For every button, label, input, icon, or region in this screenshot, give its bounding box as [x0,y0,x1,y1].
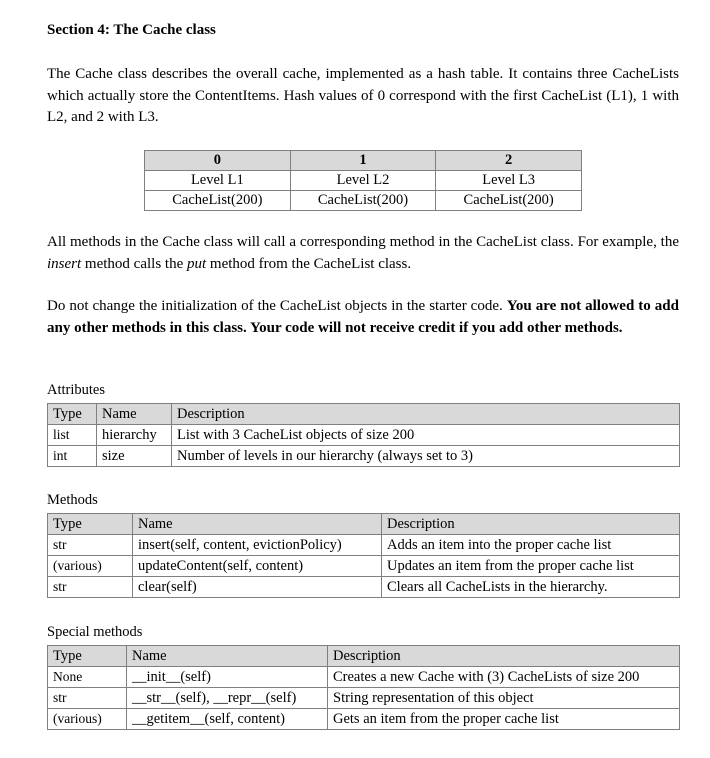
init-paragraph-warning: You are not allowed to add any other methods in this class. Your code will not receive credit if you add other methods. [47,298,679,336]
method-description: Clears all CacheLists in the hierarchy. [382,577,680,598]
special-methods-table [47,645,680,730]
level-name-1: Level L2 [290,171,436,191]
special-name: __init__(self) [127,667,328,688]
table-row [48,535,680,556]
method-type: str [48,535,133,556]
special-name: __getitem__(self, content) [127,709,328,730]
method-description: Adds an item into the proper cache list [382,535,680,556]
level-index-1: 1 [290,151,436,171]
section-title: Section 4: The Cache class [47,22,216,38]
methods-table [47,513,680,598]
methods-header-name: Name [133,514,382,535]
attributes-header-description: Description [172,404,680,425]
levels-type-row [145,191,582,211]
level-index-0: 0 [145,151,291,171]
level-type-1: CacheList(200) [290,191,436,211]
special-name: __str__(self), __repr__(self) [127,688,328,709]
special-methods-header-row [48,646,680,667]
special-header-name: Name [127,646,328,667]
attr-description: Number of levels in our hierarchy (always set to 3) [172,446,680,467]
special-description: String representation of this object [328,688,680,709]
table-row [48,577,680,598]
method-type: str [48,577,133,598]
methods-paragraph-part2: method calls the [81,255,187,272]
init-paragraph [47,296,679,339]
table-row [48,709,680,730]
attributes-header-row [48,404,680,425]
level-index-2: 2 [436,151,582,171]
table-row [48,667,680,688]
attributes-table [47,403,680,467]
level-name-0: Level L1 [145,171,291,191]
attributes-header-name: Name [97,404,172,425]
attr-type: int [48,446,97,467]
methods-header-row [48,514,680,535]
special-description: Gets an item from the proper cache list [328,709,680,730]
level-type-2: CacheList(200) [436,191,582,211]
levels-header-row [145,151,582,171]
special-type: None [48,667,127,688]
special-description: Creates a new Cache with (3) CacheLists of size 200 [328,667,680,688]
put-method-name: put [186,255,207,272]
attr-name: size [97,446,172,467]
levels-name-row [145,171,582,191]
methods-header-description: Description [382,514,680,535]
levels-table [144,150,582,211]
special-header-type: Type [48,646,127,667]
special-type: (various) [48,709,127,730]
table-row [48,446,680,467]
method-name: clear(self) [133,577,382,598]
init-paragraph-normal: Do not change the initialization of the CacheList objects in the starter code. [47,298,507,314]
attr-type: list [48,425,97,446]
table-row [48,425,680,446]
table-row [48,556,680,577]
method-name: insert(self, content, evictionPolicy) [133,535,382,556]
insert-method-name: insert [47,255,82,272]
special-type: str [48,688,127,709]
methods-paragraph [47,232,679,275]
level-name-2: Level L3 [436,171,582,191]
methods-paragraph-part3: method from the CacheList class. [206,255,412,272]
special-header-description: Description [328,646,680,667]
intro-paragraph: The Cache class describes the overall cache, implemented as a hash table. It contains three CacheLists which actually store the ContentItems. Hash values of 0 correspond with the first CacheList (L1), 1 with L2, and 2 with L3. [47,66,679,125]
attributes-label: Attributes [47,382,105,398]
attr-description: List with 3 CacheList objects of size 200 [172,425,680,446]
table-row [48,688,680,709]
methods-header-type: Type [48,514,133,535]
method-name: updateContent(self, content) [133,556,382,577]
methods-paragraph-part1: All methods in the Cache class will call a corresponding method in the CacheList class. For example, the [47,234,679,250]
method-type: (various) [48,556,133,577]
attributes-header-type: Type [48,404,97,425]
method-description: Updates an item from the proper cache list [382,556,680,577]
level-type-0: CacheList(200) [145,191,291,211]
special-methods-label: Special methods [47,624,143,640]
methods-label: Methods [47,492,98,508]
attr-name: hierarchy [97,425,172,446]
